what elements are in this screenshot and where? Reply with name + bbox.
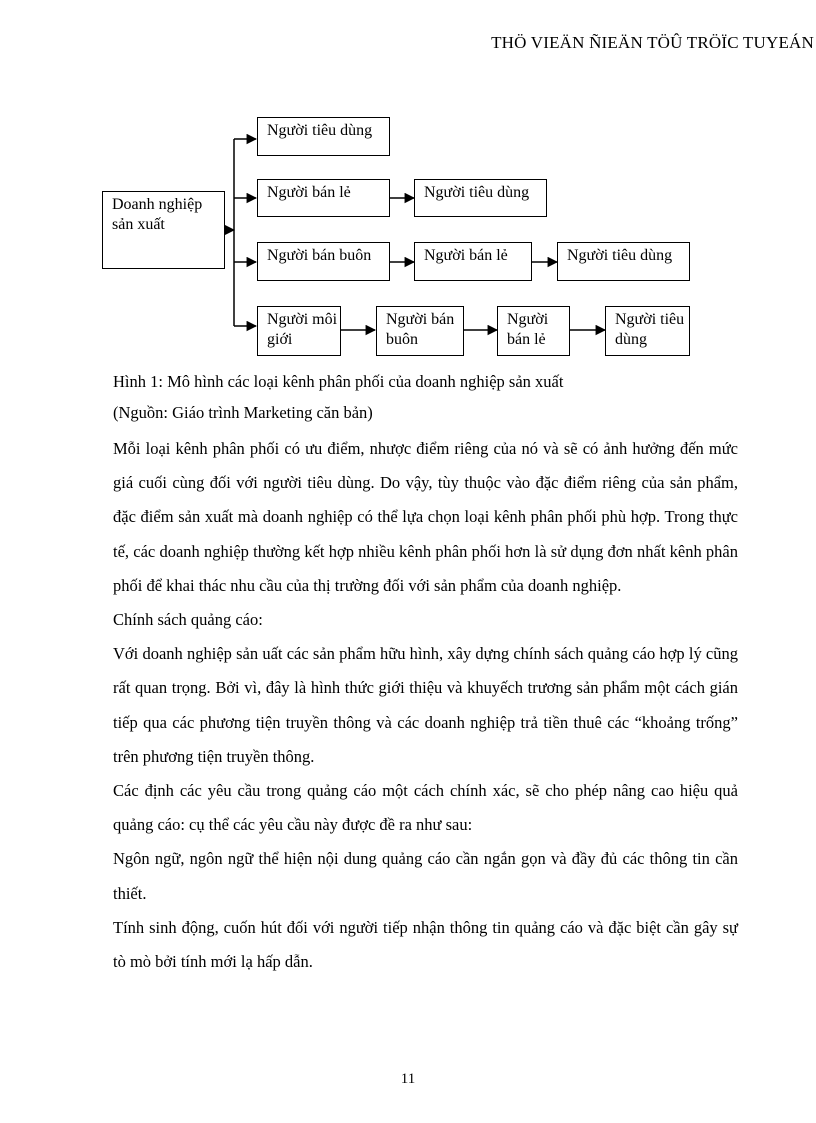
row2-retailer-box (257, 179, 390, 217)
row4-broker-box (257, 306, 341, 356)
body-text (113, 432, 738, 979)
figure-caption: Hình 1: Mô hình các loại kênh phân phối của doanh nghiệp sản xuất (113, 372, 564, 391)
page-number: 11 (400, 1071, 416, 1087)
page-header: THÖ VIEÄN ÑIEÄN TÖÛ TRÖÏC TUYEÁN (491, 33, 814, 52)
row4-retailer-label: Người bán lẻ (507, 311, 549, 348)
producer-label: Doanh nghiệp sản xuất (112, 196, 203, 233)
row4-wholesaler-label: Người bán buôn (386, 311, 455, 348)
row1-consumer-box (257, 117, 390, 156)
row3-consumer-box (557, 242, 690, 281)
row4-consumer-label: Người tiêu dùng (615, 311, 685, 348)
paragraph-6: Tính sinh động, cuốn hút đối với người tiếp nhận thông tin quảng cáo và đặc biệt cần gây sự tò mò bởi tính mới lạ hấp dẫn. (113, 917, 738, 972)
paragraph-3: Với doanh nghiệp sản uất các sản phẩm hữu hình, xây dựng chính sách quảng cáo hợp lý cũng rất quan trọng. Bởi vì, đây là hình thức giới thiệu và khuyếch trương sản phẩm một cách gián tiếp qua các phương tiện truyền thông và các doanh nghiệp trả tiền thuê các “khoảng trống” trên phương tiện truyền thông. (113, 644, 738, 766)
row3-wholesaler-box (257, 242, 390, 281)
row2-retailer-label: Người bán lẻ (267, 184, 351, 201)
paragraph-2-heading: Chính sách quảng cáo: (113, 610, 263, 630)
paragraph-4: Các định các yêu cầu trong quảng cáo một cách chính xác, sẽ cho phép nâng cao hiệu quả quảng cáo: cụ thể các yêu cầu này được đề ra như sau: (113, 781, 738, 835)
row3-consumer-label: Người tiêu dùng (567, 247, 673, 264)
paragraph-1: Mỗi loại kênh phân phối có ưu điểm, nhược điểm riêng của nó và sẽ có ảnh hưởng đến mức giá cuối cùng đối với người tiêu dùng. Do vậy, tùy thuộc vào đặc điểm riêng của sản phẩm, đặc điểm sản xuất mà doanh nghiệp có thể lựa chọn loại kênh phân phối phù hợp. Trong thực tế, các doanh nghiệp thường kết hợp nhiều kênh phân phối hơn là sử dụng đơn nhất kênh phân phối để khai thác nhu cầu của thị trường đối với sản phẩm của doanh nghiệp. (113, 439, 738, 595)
paragraph-5: Ngôn ngữ, ngôn ngữ thể hiện nội dung quảng cáo cần ngắn gọn và đầy đủ các thông tin cần thiết. (113, 849, 738, 903)
row4-wholesaler-box (376, 306, 464, 356)
row4-consumer-box (605, 306, 690, 356)
producer-box (102, 191, 225, 269)
row2-consumer-label: Người tiêu dùng (424, 184, 530, 201)
figure-source: (Nguồn: Giáo trình Marketing căn bản) (113, 403, 373, 422)
row2-consumer-box (414, 179, 547, 217)
row1-consumer-label: Người tiêu dùng (267, 122, 373, 139)
row4-broker-label: Người môi giới (267, 311, 338, 348)
row3-wholesaler-label: Người bán buôn (267, 247, 372, 264)
row3-retailer-label: Người bán lẻ (424, 247, 508, 264)
row4-retailer-box (497, 306, 570, 356)
row3-retailer-box (414, 242, 532, 281)
